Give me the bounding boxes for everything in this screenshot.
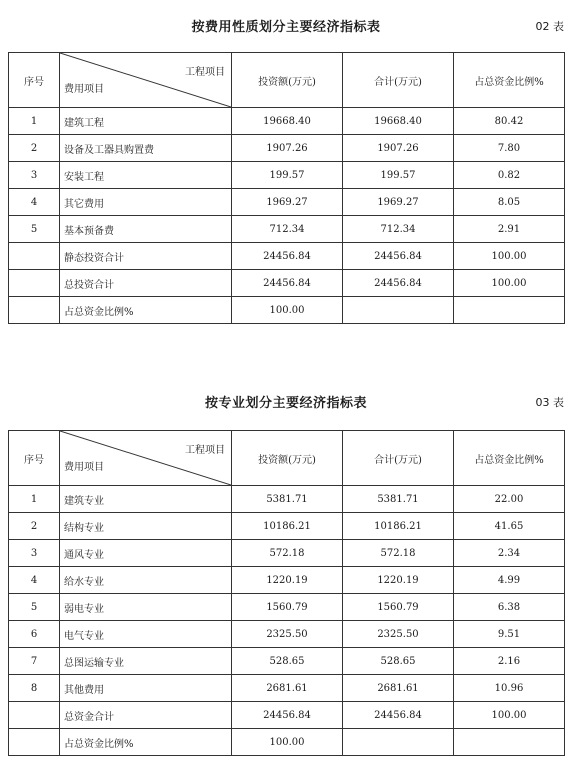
cell-total [343, 729, 454, 756]
table-row [9, 513, 565, 540]
cell-seq: 3 [9, 162, 60, 189]
table-03-number: 03 表 [535, 396, 564, 409]
cell-ratio: 100.00 [454, 243, 565, 270]
table-row [9, 675, 565, 702]
table-row [9, 162, 565, 189]
cell-invest: 712.34 [232, 216, 343, 243]
cell-ratio: 6.38 [454, 594, 565, 621]
cell-ratio: 9.51 [454, 621, 565, 648]
cell-name: 弱电专业 [60, 594, 232, 621]
cell-ratio: 100.00 [454, 702, 565, 729]
table-row [9, 216, 565, 243]
cell-invest: 19668.40 [232, 108, 343, 135]
cell-invest: 24456.84 [232, 702, 343, 729]
table-row [9, 270, 565, 297]
cell-seq: 5 [9, 594, 60, 621]
cell-ratio: 10.96 [454, 675, 565, 702]
table-row [9, 108, 565, 135]
table-02-header-row [9, 53, 565, 108]
header-invest: 投资额(万元) [232, 53, 343, 108]
table-row [9, 621, 565, 648]
cell-invest: 2325.50 [232, 621, 343, 648]
table-row [9, 189, 565, 216]
cell-total: 528.65 [343, 648, 454, 675]
cell-ratio: 8.05 [454, 189, 565, 216]
cell-name: 占总资金比例% [60, 297, 232, 324]
table-row [9, 567, 565, 594]
cell-total: 199.57 [343, 162, 454, 189]
cell-ratio [454, 729, 565, 756]
table-03-title-row [8, 386, 564, 430]
cell-seq: 1 [9, 108, 60, 135]
cell-ratio: 7.80 [454, 135, 565, 162]
cell-ratio [454, 297, 565, 324]
cell-invest: 1560.79 [232, 594, 343, 621]
cell-seq: 5 [9, 216, 60, 243]
cell-name: 电气专业 [60, 621, 232, 648]
cell-seq [9, 243, 60, 270]
header-project: 工程项目 [185, 67, 225, 78]
table-row [9, 540, 565, 567]
cell-total [343, 297, 454, 324]
cell-name: 基本预备费 [60, 216, 232, 243]
cell-total: 24456.84 [343, 702, 454, 729]
cell-ratio: 100.00 [454, 270, 565, 297]
cell-seq [9, 729, 60, 756]
cell-ratio: 41.65 [454, 513, 565, 540]
cell-seq: 2 [9, 135, 60, 162]
cell-total: 1907.26 [343, 135, 454, 162]
cell-total: 24456.84 [343, 243, 454, 270]
table-02-body [9, 108, 565, 324]
header-ratio: 占总资金比例% [454, 431, 565, 486]
table-row [9, 135, 565, 162]
table-02-title: 按费用性质划分主要经济指标表 [191, 20, 381, 35]
header-total: 合计(万元) [343, 53, 454, 108]
header-ratio: 占总资金比例% [454, 53, 565, 108]
cell-name: 设备及工器具购置费 [60, 135, 232, 162]
cell-total: 2325.50 [343, 621, 454, 648]
cell-total: 24456.84 [343, 270, 454, 297]
cell-invest: 2681.61 [232, 675, 343, 702]
cell-name: 建筑专业 [60, 486, 232, 513]
cell-invest: 572.18 [232, 540, 343, 567]
table-row [9, 702, 565, 729]
cell-ratio: 2.91 [454, 216, 565, 243]
cell-seq [9, 702, 60, 729]
cell-invest: 528.65 [232, 648, 343, 675]
cell-name: 总图运输专业 [60, 648, 232, 675]
cell-seq [9, 297, 60, 324]
table-02-number: 02 表 [535, 20, 564, 33]
cell-seq: 4 [9, 189, 60, 216]
cell-name: 总资金合计 [60, 702, 232, 729]
cell-name: 静态投资合计 [60, 243, 232, 270]
cell-invest: 5381.71 [232, 486, 343, 513]
cell-total: 19668.40 [343, 108, 454, 135]
cell-name: 总投资合计 [60, 270, 232, 297]
cell-total: 1969.27 [343, 189, 454, 216]
cell-name: 建筑工程 [60, 108, 232, 135]
table-03-header-row [9, 431, 565, 486]
table-row [9, 297, 565, 324]
table-row [9, 486, 565, 513]
table-02-section [8, 10, 564, 324]
cell-total: 572.18 [343, 540, 454, 567]
cell-seq: 6 [9, 621, 60, 648]
header-invest: 投资额(万元) [232, 431, 343, 486]
table-03-title: 按专业划分主要经济指标表 [204, 396, 367, 411]
header-cost-item: 费用项目 [64, 462, 104, 473]
cell-invest: 1907.26 [232, 135, 343, 162]
cell-invest: 100.00 [232, 729, 343, 756]
cell-name: 其它费用 [60, 189, 232, 216]
header-seq: 序号 [9, 53, 60, 108]
cell-invest: 199.57 [232, 162, 343, 189]
cell-name: 安装工程 [60, 162, 232, 189]
cell-total: 1220.19 [343, 567, 454, 594]
cell-ratio: 0.82 [454, 162, 565, 189]
table-02 [8, 52, 565, 324]
cell-total: 712.34 [343, 216, 454, 243]
cell-name: 给水专业 [60, 567, 232, 594]
cell-ratio: 2.16 [454, 648, 565, 675]
cell-name: 通风专业 [60, 540, 232, 567]
cell-name: 占总资金比例% [60, 729, 232, 756]
cell-seq: 3 [9, 540, 60, 567]
cell-seq [9, 270, 60, 297]
header-cost-item: 费用项目 [64, 84, 104, 95]
cell-invest: 100.00 [232, 297, 343, 324]
cell-invest: 10186.21 [232, 513, 343, 540]
cell-invest: 1220.19 [232, 567, 343, 594]
cell-total: 2681.61 [343, 675, 454, 702]
cell-total: 5381.71 [343, 486, 454, 513]
cell-seq: 8 [9, 675, 60, 702]
cell-seq: 4 [9, 567, 60, 594]
cell-total: 1560.79 [343, 594, 454, 621]
cell-ratio: 4.99 [454, 567, 565, 594]
cell-ratio: 80.42 [454, 108, 565, 135]
table-row [9, 243, 565, 270]
cell-seq: 1 [9, 486, 60, 513]
table-02-title-row [8, 10, 564, 52]
cell-ratio: 2.34 [454, 540, 565, 567]
header-total: 合计(万元) [343, 431, 454, 486]
cell-ratio: 22.00 [454, 486, 565, 513]
header-project: 工程项目 [185, 445, 225, 456]
header-seq: 序号 [9, 431, 60, 486]
cell-name: 结构专业 [60, 513, 232, 540]
cell-invest: 24456.84 [232, 270, 343, 297]
cell-total: 10186.21 [343, 513, 454, 540]
table-row [9, 594, 565, 621]
header-diagonal [60, 53, 232, 108]
table-row [9, 729, 565, 756]
cell-invest: 1969.27 [232, 189, 343, 216]
table-03 [8, 430, 565, 756]
table-03-body [9, 486, 565, 756]
cell-seq: 2 [9, 513, 60, 540]
table-row [9, 648, 565, 675]
cell-seq: 7 [9, 648, 60, 675]
cell-name: 其他费用 [60, 675, 232, 702]
cell-invest: 24456.84 [232, 243, 343, 270]
table-03-section [8, 386, 564, 756]
header-diagonal [60, 431, 232, 486]
